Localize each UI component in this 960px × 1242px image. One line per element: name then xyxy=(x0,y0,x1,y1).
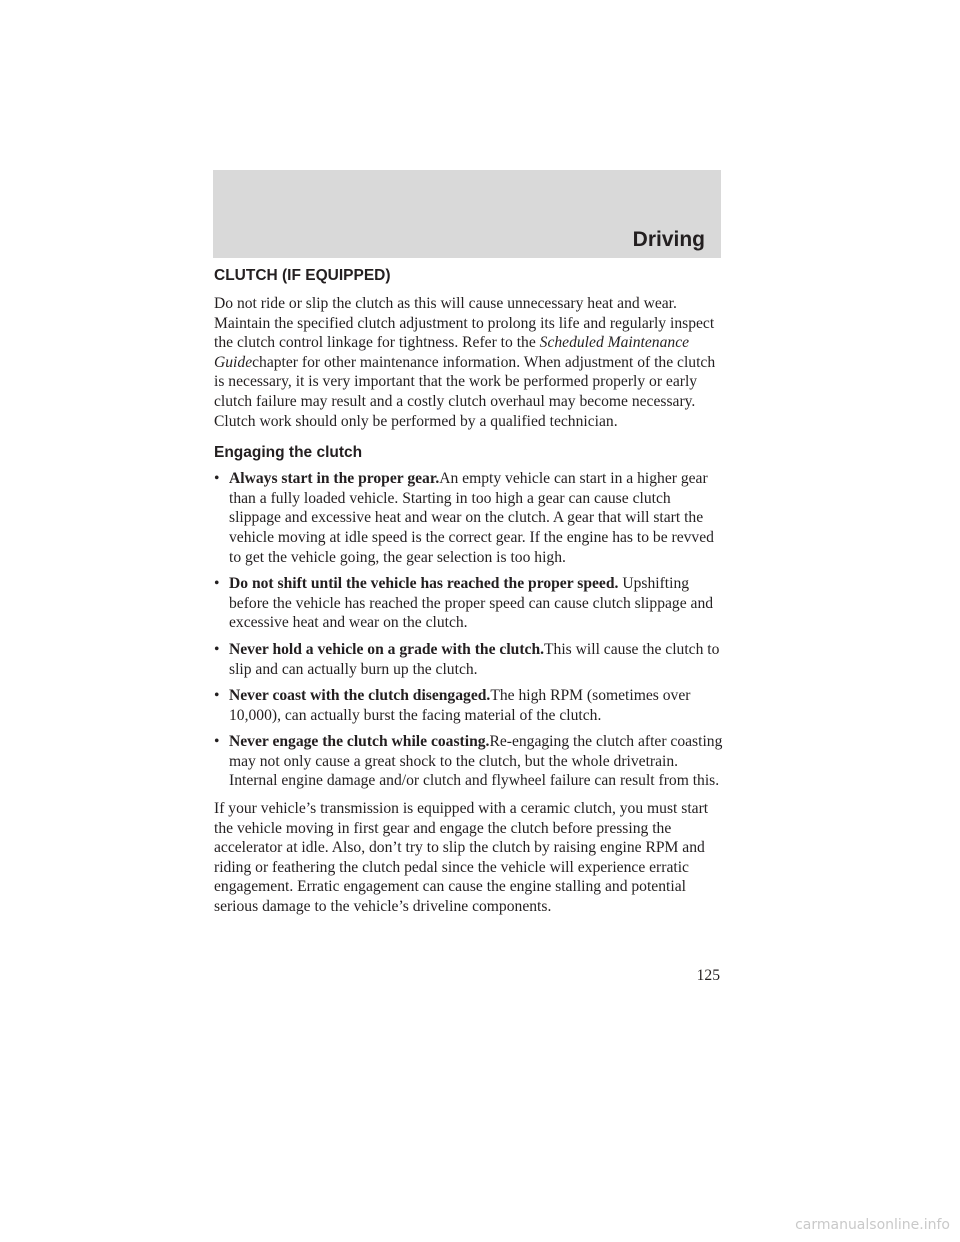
clutch-intro-text-2: chapter for other maintenance information. When adjustment of the clutch is necessary, it is very important that the work be performed properly or early clutch failure may result and a costly clutch overhaul may become necessary. Clutch work should only be performed by a qualified technician. xyxy=(214,353,716,430)
clutch-intro-text-1: Do not ride or slip the clutch as this will cause unnecessary heat and wear. Maintain the specified clutch adjustment to prolong its life and regularly inspect the clutch control linkage for tightness. Refer to the xyxy=(214,295,715,352)
list-item xyxy=(214,574,724,633)
list-item xyxy=(214,640,724,679)
chapter-title: Driving xyxy=(632,228,705,251)
engaging-clutch-heading: Engaging the clutch xyxy=(214,444,363,462)
tip-lead: Never engage the clutch while coasting. xyxy=(229,733,490,751)
maintenance-guide-reference: Scheduled Maintenance Guide xyxy=(214,334,690,371)
bullet-icon: • xyxy=(214,640,220,658)
bullet-icon: • xyxy=(214,733,220,751)
list-item xyxy=(214,732,724,791)
tip-lead: Never hold a vehicle on a grade with the clutch. xyxy=(229,640,545,658)
list-item xyxy=(214,686,724,725)
list-item xyxy=(214,469,724,567)
bullet-icon: • xyxy=(214,470,220,488)
tip-text: Upshifting before the vehicle has reached the proper speed can cause clutch slippage and excessive heat and wear on the clutch. xyxy=(229,575,714,632)
tip-text: Re-engaging the clutch after coasting may not only cause a great shock to the clutch, but the whole drivetrain. Internal engine damage and/or clutch and flywheel failure can result from this. xyxy=(229,733,723,790)
tip-text: An empty vehicle can start in a higher gear than a fully loaded vehicle. Starting in too high a gear can cause clutch slippage and excessive heat and wear on the clutch. A gear that will start the vehicle moving at idle speed is the correct gear. If the engine has to be revved to get the vehicle going, the gear selection is too high. xyxy=(229,470,714,566)
tip-text: The high RPM (sometimes over 10,000), can actually burst the facing material of the clutch. xyxy=(229,687,691,724)
engaging-tips-list xyxy=(214,469,724,791)
tip-lead: Do not shift until the vehicle has reached the proper speed. xyxy=(229,575,619,593)
watermark: carmanualsonline.info xyxy=(795,1217,950,1234)
tip-lead: Never coast with the clutch disengaged. xyxy=(229,687,491,705)
tip-text: This will cause the clutch to slip and can actually burn up the clutch. xyxy=(229,640,720,678)
chapter-header-band xyxy=(213,170,721,258)
tip-lead: Always start in the proper gear. xyxy=(229,470,440,488)
clutch-intro-paragraph xyxy=(214,294,724,431)
bullet-icon: • xyxy=(214,687,220,705)
bullet-icon: • xyxy=(214,575,220,593)
page-content xyxy=(214,266,724,924)
page-number: 125 xyxy=(696,967,720,984)
clutch-heading: CLUTCH (IF EQUIPPED) xyxy=(214,267,391,284)
ceramic-clutch-paragraph: If your vehicle’s transmission is equipped with a ceramic clutch, you must start the vehicle moving in first gear and engage the clutch before pressing the accelerator at idle. Also, don’t try to slip the clutch by raising engine RPM and riding or feathering the clutch pedal since the vehicle will experience erratic engagement. Erratic engagement can cause the engine stalling and potential serious damage to the vehicle’s driveline components. xyxy=(214,800,709,916)
